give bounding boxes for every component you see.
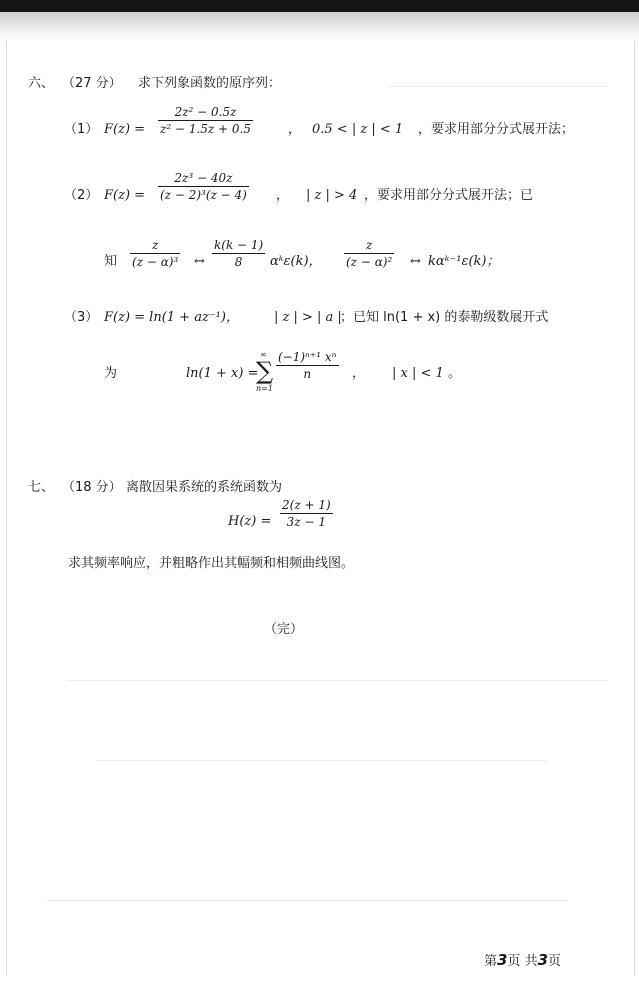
part-2-comma: ， [276,188,290,203]
scanner-top-edge [0,0,639,12]
question-6-prompt: 求下列象函数的原序列： [138,76,282,91]
part-2-label: （2） [64,188,99,203]
part-1-lhs: F(z) = [104,122,146,137]
transform-arrow-2: ↔ [410,254,421,269]
sum-sigma: ∑ [256,357,274,385]
part-2-fraction [158,171,249,202]
part-3-lhs: F(z) = ln(1 + az⁻¹)， [104,310,239,325]
footer-total-pages: 3 [537,951,549,969]
bleed-through-line [97,760,547,761]
series-lhs: ln(1 + x) = [186,366,259,381]
series-condition: | x | < 1 [392,366,444,381]
part-3-requirement: ；已知 ln(1 + x) 的泰勒级数展开式 [340,310,549,325]
series-term-fraction [276,350,339,381]
part-1-fraction [158,105,253,136]
question-7-number: 七、 [28,480,55,495]
system-function-fraction [280,498,333,529]
part-2-denominator: (z − 2)³(z − 4) [160,188,247,202]
part-2-requirement: ，要求用部分分式展开法；已 [364,188,534,203]
series-comma: ， [352,366,366,381]
known-1-rhs-denominator: 8 [234,255,243,269]
bleed-through-line [67,680,607,681]
series-period: 。 [448,366,462,381]
known-2-numerator: z [344,238,394,254]
question-7-task: 求其频率响应，并粗略作出其幅频和相频曲线图。 [68,556,355,571]
part-2-lhs: F(z) = [104,188,146,203]
footer-page-suffix: 页 [548,954,562,969]
footer-page-prefix: 第 [484,954,498,969]
question-6-score: （27 分） [62,76,122,91]
part-3-wei: 为 [104,366,118,381]
known-transform-1-rhs [212,238,265,269]
known-1-rhs-numerator: k(k − 1) [214,238,264,252]
part-2-numerator: 2z³ − 40z [158,171,249,187]
footer-page-number: 3 [497,951,508,969]
page-footer [484,952,561,970]
transform-arrow-1: ↔ [194,254,205,269]
question-6-number: 六、 [28,76,55,91]
part-1-numerator: 2z² − 0.5z [158,105,253,121]
part-3-label: （3） [64,310,99,325]
part-2-roc: | z | > 4 [306,188,358,203]
end-mark: （完） [264,622,304,637]
system-function-numerator: 2(z + 1) [282,498,331,512]
series-numerator: (−1)ⁿ⁺¹ xⁿ [278,350,337,364]
system-function-denominator: 3z − 1 [286,515,326,529]
part-1-comma: ， [288,122,302,137]
bleed-through-line [387,86,607,87]
known-2-denominator: (z − α)² [346,255,393,269]
part-3-roc: | z | > | a | [274,310,342,325]
known-transform-1-lhs [130,238,180,269]
known-1-numerator: z [130,238,180,254]
known-1-rhs-tail: αᵏε(k)， [270,254,322,269]
question-7-prompt: 离散因果系统的系统函数为 [126,480,283,495]
bleed-through-line [47,900,567,901]
part-1-label: （1） [64,122,99,137]
sum-lower-limit: n=1 [256,384,273,393]
sum-upper-limit: ∞ [260,350,267,359]
system-function-lhs: H(z) = [228,514,272,529]
part-2-known-prefix: 知 [104,254,118,269]
known-2-rhs: kαᵏ⁻¹ε(k)； [428,254,500,269]
part-1-requirement: ，要求用部分分式展开法； [418,122,575,137]
footer-page-mid: 页 共 [507,954,538,969]
part-1-denominator: z² − 1.5z + 0.5 [160,122,251,136]
known-transform-2-lhs [344,238,394,269]
part-1-roc: 0.5 < | z | < 1 [312,122,404,137]
question-7-score: （18 分） [62,480,122,495]
series-denominator: n [303,367,312,381]
known-1-denominator: (z − α)³ [132,255,179,269]
